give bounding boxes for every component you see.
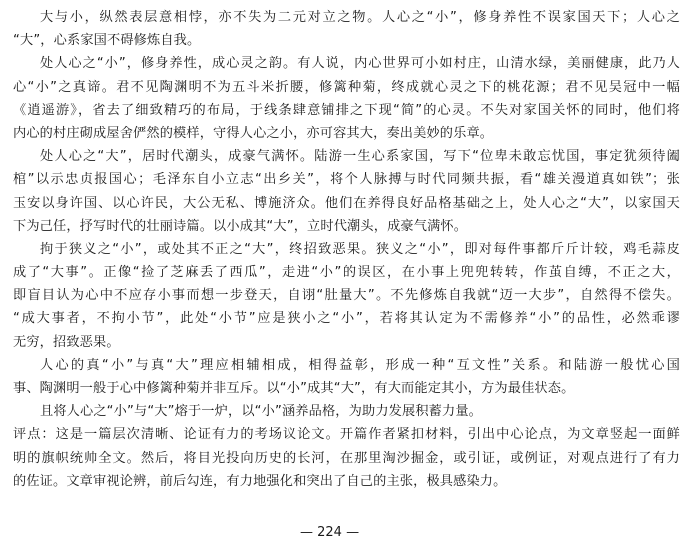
text-line: 下为己任，抒写时代的壮丽诗篇。以小成其“大”，立时代潮头，成豪气满怀。 xyxy=(13,218,468,234)
text-line: “成大事者，不拘小节”，此处“小节”应是狭小之“小”，若将其认定为不需修养“小”的品性，必然乖谬 xyxy=(13,311,680,327)
text-line: 明的旗帜统帅全文。然后，将目光投向历史的长河，在那里淘沙掘金，或引证，或例证，对观点进行了有力 xyxy=(13,450,680,466)
text-line: 事、陶渊明一般于心中修篱种菊并非互斥。以“小”成其“大”，有大而能定其小，方为最佳状态。 xyxy=(13,381,575,396)
text-line: 无穷，招致恶果。 xyxy=(13,334,120,350)
page-number-cutoff: — 224 — xyxy=(300,525,360,540)
text-line: 的佐证。文章审视论辨，前后勾连，有力地强化和突出了自己的主张，极具感染力。 xyxy=(13,473,507,489)
document-body xyxy=(13,6,680,493)
text-line: 即盲目认为心中不应存小事而想一步登天，自诩“肚量大”。不先修炼自我就“迈一大步”，自然得不偿失。 xyxy=(13,288,680,304)
text-line: 大与小，纵然表层意相悖，亦不失为二元对立之物。人心之“小”，修身养性不误家国天下；人心之 xyxy=(40,10,680,25)
text-line: 评点：这是一篇层次清晰、论证有力的考场议论文。开篇作者紧扣材料，引出中心论点，为文章竖起一面鲜 xyxy=(13,427,680,443)
text-line: 玉安以身许国、以心许民，大公无私、博施济众。他们在养得良好品格基础之上，处人心之“大”，以家国天 xyxy=(13,195,680,211)
text-line: “大”，心系家国不碍修炼自我。 xyxy=(13,33,201,49)
text-line: 处人心之“大”，居时代潮头，成豪气满怀。陆游一生心系家国，写下“位卑未敢忘忧国，事定犹须待阖 xyxy=(40,149,680,165)
text-line: 成了“大事”。正像“捡了芝麻丢了西瓜”，走进“小”的误区，在小事上兜兜转转，作茧自缚，不正之大， xyxy=(13,265,680,281)
text-line: 处人心之“小”，修身养性，成心灵之韵。有人说，内心世界可小如村庄，山清水绿，美丽健康，此乃人 xyxy=(40,56,680,72)
text-line: 且将人心之“小”与“大”熔于一炉，以“小”涵养品格，为助力发展积蓄力量。 xyxy=(40,404,483,420)
text-line: 内心的村庄砌成屋舍俨然的模样，守得人心之小，亦可容其大，奏出美妙的乐章。 xyxy=(13,125,494,141)
text-line: 拘于狭义之“小”，或处其不正之“大”，终招致恶果。狭义之“小”，即对每件事都斤斤计较，鸡毛蒜皮 xyxy=(40,241,680,257)
text-line: 《逍遥游》，省去了细致精巧的布局，于线条肆意铺排之下现“简”的心灵。不失对家国关怀的同时，他们将 xyxy=(13,102,680,118)
text-line: 棺”以示忠贞报国心；毛泽东自小立志“出乡关”，将个人脉搏与时代同频共振，看“雄关漫道真如铁”；张 xyxy=(13,172,680,188)
text-line: 人心的真“小”与真“大”理应相辅相成，相得益彰，形成一种“互文性”关系。和陆游一般忧心国 xyxy=(40,357,680,373)
text-line: 心“小”之真谛。君不见陶渊明不为五斗米折腰，修篱种菊，终成就心灵之下的桃花源；君不见吴冠中一幅 xyxy=(13,79,680,95)
